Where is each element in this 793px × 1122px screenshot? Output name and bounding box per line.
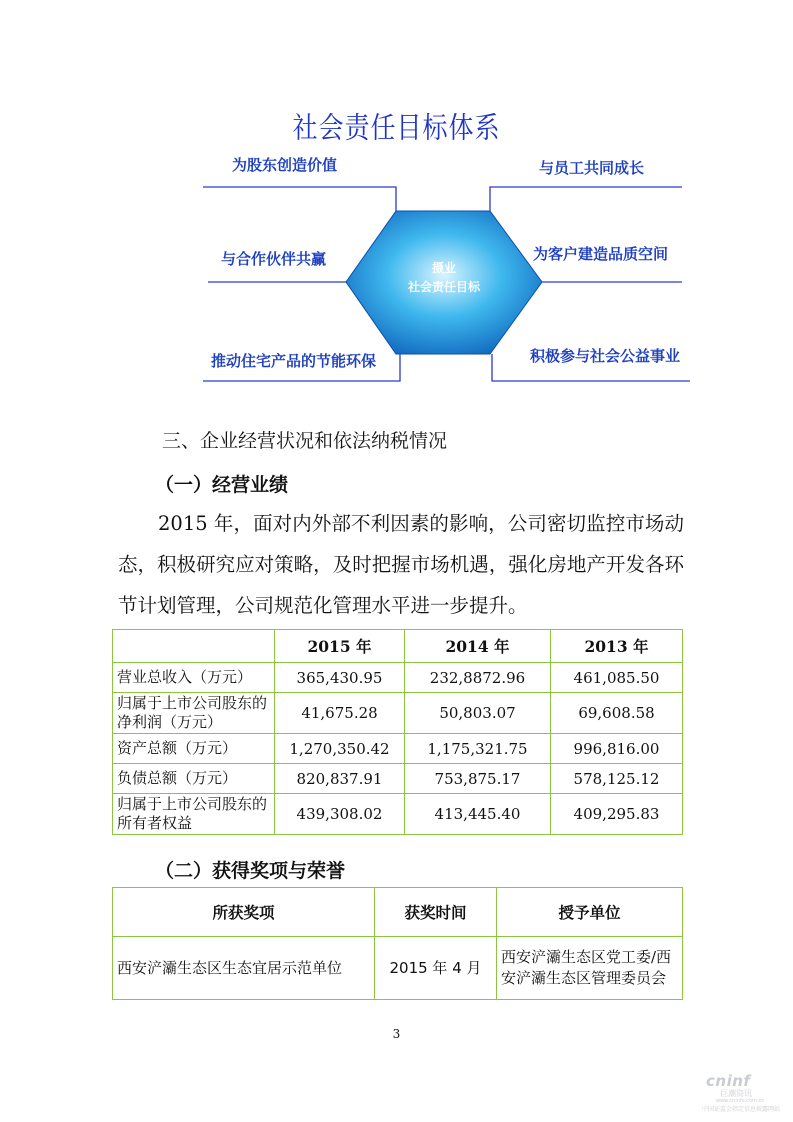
table-row bbox=[113, 693, 683, 734]
goal-shareholders: 为股东创造价值 bbox=[232, 156, 338, 174]
column-header bbox=[113, 630, 275, 663]
column-header: 2015 年 bbox=[275, 630, 405, 663]
column-header: 授予单位 bbox=[497, 888, 683, 937]
goal-customers: 为客户建造品质空间 bbox=[533, 245, 669, 263]
table-row bbox=[113, 764, 683, 794]
column-header: 获奖时间 bbox=[375, 888, 497, 937]
award-issuer: 西安浐灞生态区党工委/西安浐灞生态区管理委员会 bbox=[497, 937, 683, 1000]
watermark bbox=[702, 1072, 781, 1113]
row-label: 归属于上市公司股东的所有者权益 bbox=[113, 794, 275, 835]
table-cell: 365,430.95 bbox=[275, 663, 405, 693]
connector-top-left bbox=[203, 187, 396, 211]
section-heading-3: 三、企业经营状况和依法纳税情况 bbox=[162, 430, 448, 452]
page-number: 3 bbox=[392, 1027, 401, 1041]
row-label: 归属于上市公司股东的净利润（万元） bbox=[113, 693, 275, 734]
award-date: 2015 年 4 月 bbox=[375, 937, 497, 1000]
column-header: 2014 年 bbox=[405, 630, 551, 663]
table-cell: 1,175,321.75 bbox=[405, 734, 551, 764]
goal-partners: 与合作伙伴共赢 bbox=[221, 250, 327, 268]
goal-energy-saving: 推动住宅产品的节能环保 bbox=[211, 352, 377, 370]
table-cell: 753,875.17 bbox=[405, 764, 551, 794]
watermark-line1: 巨潮资讯 bbox=[720, 1089, 752, 1098]
diagram-title: 社会责任目标体系 bbox=[292, 111, 501, 145]
column-header: 2013 年 bbox=[551, 630, 683, 663]
connector-top-right bbox=[490, 187, 682, 211]
table-cell: 232,8872.96 bbox=[405, 663, 551, 693]
table-cell: 996,816.00 bbox=[551, 734, 683, 764]
watermark-line3: 中国证监会指定信息披露网站 bbox=[702, 1106, 781, 1113]
table-cell: 41,675.28 bbox=[275, 693, 405, 734]
row-label: 负债总额（万元） bbox=[113, 764, 275, 794]
table-cell: 1,270,350.42 bbox=[275, 734, 405, 764]
table-cell: 69,608.58 bbox=[551, 693, 683, 734]
table-cell: 50,803.07 bbox=[405, 693, 551, 734]
table-header-row bbox=[113, 888, 683, 937]
table-row bbox=[113, 663, 683, 693]
awards-table bbox=[112, 887, 683, 1000]
goal-public-welfare: 积极参与社会公益事业 bbox=[530, 347, 681, 365]
table-cell: 439,308.02 bbox=[275, 794, 405, 835]
hexagon-label bbox=[346, 259, 542, 297]
hexagon-label-line1: 摄业 bbox=[431, 261, 456, 275]
table-row bbox=[113, 734, 683, 764]
table-cell: 413,445.40 bbox=[405, 794, 551, 835]
table-row bbox=[113, 937, 683, 1000]
table-cell: 578,125.12 bbox=[551, 764, 683, 794]
hexagon-label-line2: 社会责任目标 bbox=[407, 280, 480, 294]
table-cell: 461,085.50 bbox=[551, 663, 683, 693]
table-cell: 820,837.91 bbox=[275, 764, 405, 794]
subsection-heading-2: （二）获得奖项与荣誉 bbox=[155, 860, 346, 882]
table-cell: 409,295.83 bbox=[551, 794, 683, 835]
column-header: 所获奖项 bbox=[113, 888, 375, 937]
row-label: 资产总额（万元） bbox=[113, 734, 275, 764]
subsection-heading-1: （一）经营业绩 bbox=[155, 474, 289, 496]
performance-table bbox=[112, 629, 683, 835]
table-header-row bbox=[113, 630, 683, 663]
diagram-graphic bbox=[0, 0, 793, 400]
table-row bbox=[113, 794, 683, 835]
watermark-logo: cninf bbox=[706, 1072, 751, 1090]
intro-paragraph: 2015 年，面对内外部不利因素的影响，公司密切监控市场动态，积极研究应对策略，及时把握市场机遇，强化房地产开发各环节计划管理，公司规范化管理水平进一步提升。 bbox=[118, 512, 684, 617]
row-label: 营业总收入（万元） bbox=[113, 663, 275, 693]
award-name: 西安浐灞生态区生态宜居示范单位 bbox=[113, 937, 375, 1000]
watermark-line2: www.cninfo.com.cn bbox=[716, 1098, 765, 1104]
goal-employees: 与员工共同成长 bbox=[539, 159, 645, 177]
